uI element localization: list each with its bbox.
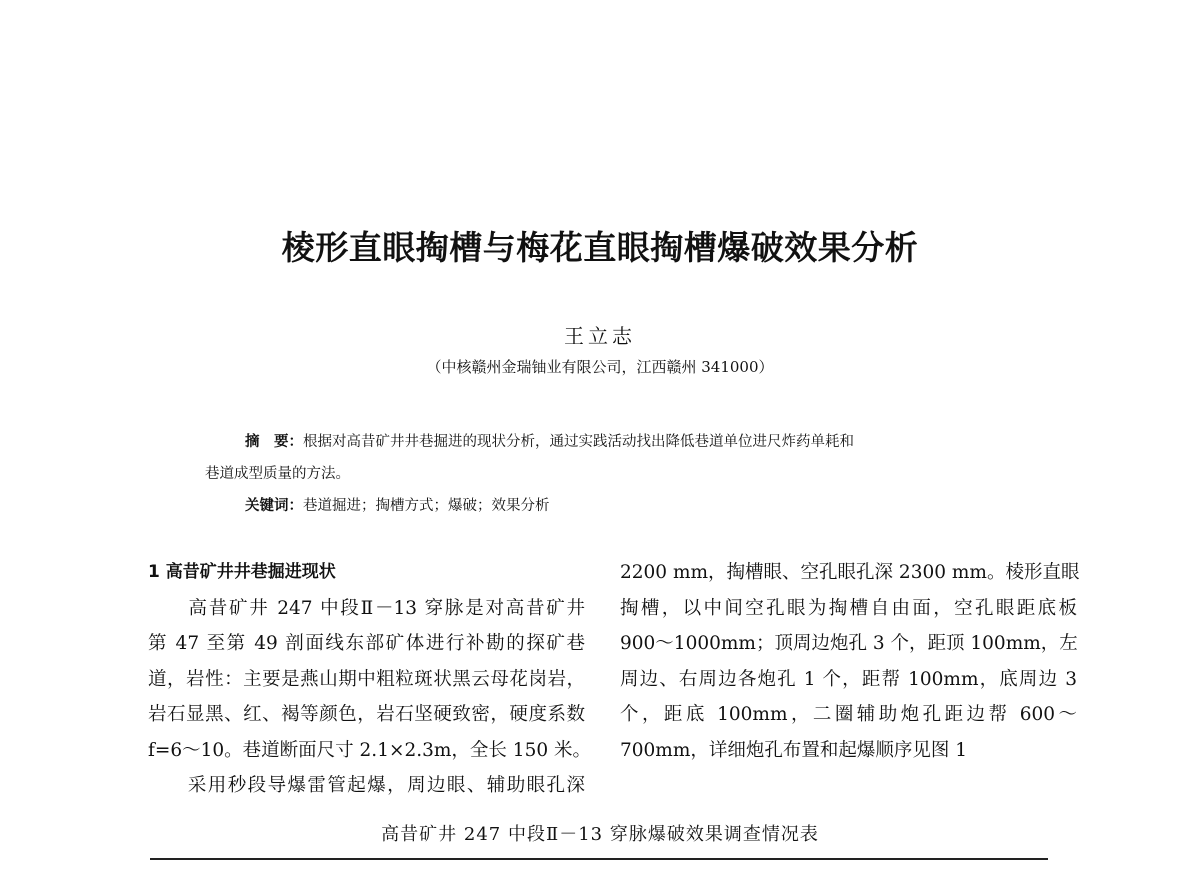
body-column-left xyxy=(148,555,591,804)
body-line: 个，距底 100mm，二圈辅助炮孔距边帮 600～ xyxy=(620,704,1077,725)
body-line: 高昔矿井 247 中段Ⅱ－13 穿脉是对高昔矿井 xyxy=(148,597,585,619)
abstract-line-2: 巷道成型质量的方法。 xyxy=(205,466,350,482)
table-top-rule xyxy=(150,858,1048,860)
keywords xyxy=(245,492,550,520)
body-line: 2200 mm，掏槽眼、空孔眼孔深 2300 mm。棱形直眼 xyxy=(620,562,1080,583)
abstract-line-1 xyxy=(205,426,1005,458)
body-line: 掏槽，以中间空孔眼为掏槽自由面，空孔眼距底板 xyxy=(620,597,1077,619)
abstract xyxy=(205,426,1005,490)
author-name: 王立志 xyxy=(564,324,636,348)
keywords-text: 巷道掘进；掏槽方式；爆破；效果分析 xyxy=(303,498,550,514)
paper-title: 棱形直眼掏槽与梅花直眼掏槽爆破效果分析 xyxy=(281,228,919,267)
body-column-right xyxy=(620,555,1080,768)
abstract-label: 摘 要： xyxy=(245,434,303,450)
section-heading: 1 高昔矿井井巷掘进现状 xyxy=(148,562,336,582)
author-affiliation: （中核赣州金瑞铀业有限公司，江西赣州 341000） xyxy=(426,358,774,376)
body-line: 700mm，详细炮孔布置和起爆顺序见图 1 xyxy=(620,739,968,761)
abstract-text-1: 根据对高昔矿井井巷掘进的现状分析，通过实践活动找出降低巷道单位进尺炸药单耗和 xyxy=(303,434,854,450)
body-line: 周边、右周边各炮孔 1 个，距帮 100mm，底周边 3 xyxy=(620,668,1077,690)
body-line: f=6～10。巷道断面尺寸 2.1×2.3m，全长 150 米。 xyxy=(148,739,591,761)
body-line: 道，岩性：主要是燕山期中粗粒斑状黑云母花岗岩， xyxy=(148,668,585,690)
keywords-label: 关键词： xyxy=(245,498,303,514)
body-line: 岩石显黑、红、褐等颜色，岩石坚硬致密，硬度系数 xyxy=(148,704,585,725)
table-caption: 高昔矿井 247 中段Ⅱ－13 穿脉爆破效果调查情况表 xyxy=(381,824,819,845)
body-line: 采用秒段导爆雷管起爆，周边眼、辅助眼孔深 xyxy=(148,775,585,796)
body-line: 第 47 至第 49 剖面线东部矿体进行补勘的探矿巷 xyxy=(148,633,585,654)
body-line: 900～1000mm；顶周边炮孔 3 个，距顶 100mm，左 xyxy=(620,633,1078,654)
